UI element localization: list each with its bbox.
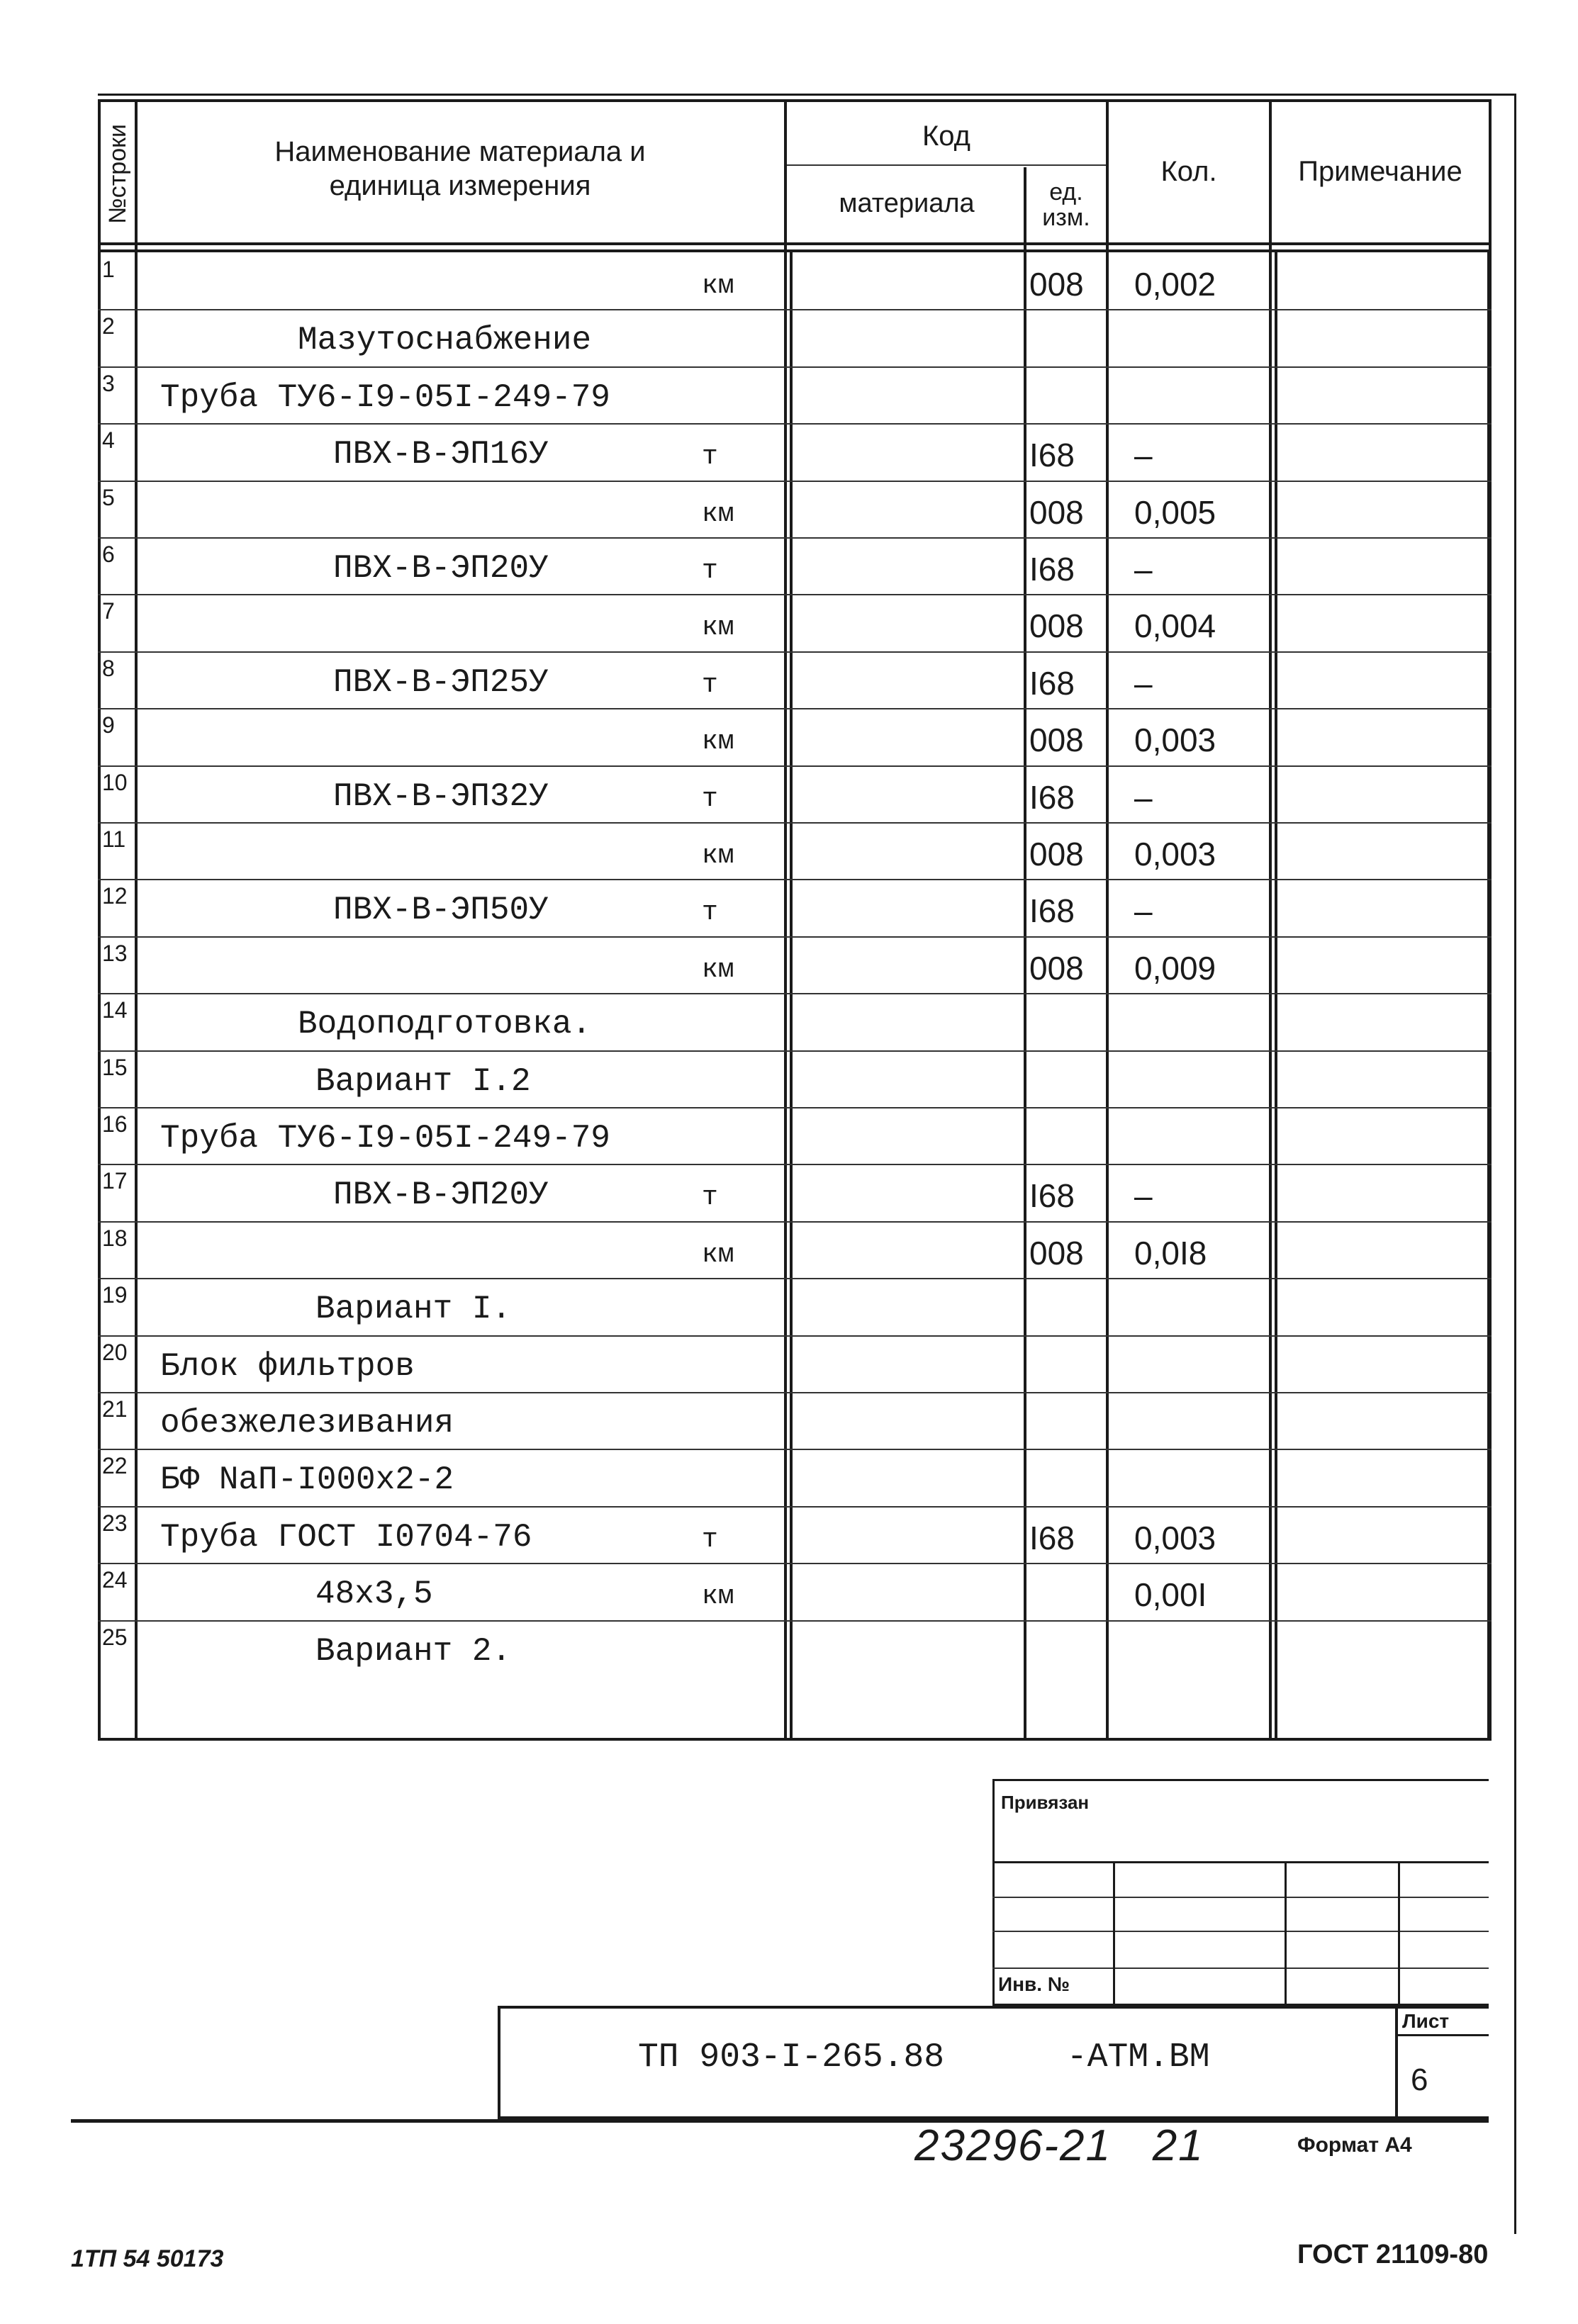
row-number: 2 <box>102 313 115 339</box>
unit-code: 008 <box>1029 722 1084 759</box>
header-qty: Кол. <box>1160 156 1217 187</box>
unit-code: I68 <box>1029 551 1075 588</box>
col-line-material <box>1024 167 1026 1741</box>
unit-label: т <box>702 897 718 928</box>
quantity: 0,0I8 <box>1134 1234 1207 1272</box>
quantity: – <box>1134 892 1153 930</box>
row-number: 21 <box>102 1396 128 1422</box>
row-number: 14 <box>102 997 128 1023</box>
quantity: – <box>1134 778 1153 816</box>
row-number: 5 <box>102 484 115 510</box>
unit-label: км <box>702 841 734 871</box>
unit-label: км <box>702 1239 734 1270</box>
quantity: 0,005 <box>1134 493 1216 531</box>
unit-code: 008 <box>1029 949 1084 987</box>
header-unit: ед. изм. <box>1042 179 1090 231</box>
quantity: 0,004 <box>1134 607 1216 645</box>
quantity: – <box>1134 1177 1153 1215</box>
unit-label: т <box>702 1182 718 1213</box>
header-code: Код <box>922 120 970 152</box>
material-name: Труба ТУ6-I9-05I-249-79 <box>160 378 610 416</box>
material-name: Водоподготовка. <box>298 1006 592 1043</box>
row-number: 13 <box>102 940 128 966</box>
row-number: 19 <box>102 1282 128 1308</box>
quantity: 0,009 <box>1134 949 1216 987</box>
quantity: 0,003 <box>1134 836 1216 872</box>
quantity: 0,003 <box>1134 722 1216 759</box>
inv-no-label: Инв. № <box>998 1973 1070 1995</box>
material-name: Вариант 2. <box>315 1632 512 1670</box>
material-name: Мазутоснабжение <box>298 322 592 359</box>
row-number: 11 <box>102 826 126 852</box>
row-number: 8 <box>102 655 115 681</box>
row-number: 16 <box>102 1111 128 1137</box>
quantity: 0,00I <box>1134 1576 1207 1614</box>
format-label: Формат А4 <box>1297 2133 1412 2157</box>
footer-right: ГОСТ 21109-80 <box>1297 2240 1489 2269</box>
unit-code: I68 <box>1029 437 1075 474</box>
material-name: ПВХ-В-ЭП50У <box>333 892 549 929</box>
row-number: 9 <box>102 712 115 739</box>
material-name: Труба ТУ6-I9-05I-249-79 <box>160 1120 610 1157</box>
row-number: 10 <box>102 769 128 795</box>
unit-code: I68 <box>1029 1177 1075 1215</box>
footer-left: 1ТП 54 50173 <box>71 2245 224 2272</box>
row-number: 22 <box>102 1453 128 1479</box>
unit-code: 008 <box>1029 836 1084 872</box>
quantity: – <box>1134 437 1153 474</box>
col-line-name <box>784 99 787 1741</box>
unit-code: I68 <box>1029 1519 1075 1556</box>
unit-code: 008 <box>1029 493 1084 531</box>
unit-label: км <box>702 954 734 985</box>
sheet-label: Лист <box>1402 2010 1450 2032</box>
material-name: Вариант I. <box>315 1291 512 1328</box>
material-name: Труба ГОСТ I0704-76 <box>160 1518 532 1556</box>
row-number: 6 <box>102 541 115 567</box>
sheet-number: 6 <box>1411 2062 1428 2097</box>
material-name: Блок фильтров <box>160 1347 415 1385</box>
quantity: – <box>1134 551 1153 588</box>
unit-label: км <box>702 271 734 301</box>
row-number: 23 <box>102 1510 128 1536</box>
col-line-unit <box>1106 99 1109 1741</box>
material-name: обезжелезивания <box>160 1405 454 1442</box>
row-number: 4 <box>102 427 115 454</box>
unit-code: 008 <box>1029 607 1084 645</box>
sheet-edge <box>1514 94 1516 2234</box>
header-divider <box>98 242 1492 245</box>
material-name: ПВХ-В-ЭП32У <box>333 778 549 815</box>
row-number: 18 <box>102 1225 128 1251</box>
unit-label: т <box>702 442 718 473</box>
material-name: ПВХ-В-ЭП20У <box>333 550 549 587</box>
row-number: 17 <box>102 1168 128 1194</box>
unit-label: т <box>702 783 718 814</box>
col-line-rownum <box>135 99 138 1741</box>
row-number: 1 <box>102 257 115 282</box>
handwritten-number: 23296-21 21 <box>914 2121 1204 2170</box>
unit-label: км <box>702 726 734 758</box>
unit-label: км <box>702 498 734 529</box>
row-number: 3 <box>102 370 115 396</box>
material-name: Вариант I.2 <box>315 1062 531 1100</box>
row-number: 7 <box>102 598 115 624</box>
unit-label: т <box>702 669 718 700</box>
unit-label: км <box>702 1581 734 1612</box>
row-number: 24 <box>102 1567 128 1593</box>
unit-label: км <box>702 612 734 644</box>
row-number: 15 <box>102 1054 128 1080</box>
document-code: ТП 903-I-265.88 -АТМ.ВМ <box>638 2038 1210 2077</box>
unit-code: I68 <box>1029 778 1075 816</box>
material-name: БФ NaП-I000x2-2 <box>160 1461 454 1499</box>
unit-code: 008 <box>1029 266 1084 303</box>
row-number: 20 <box>102 1339 128 1365</box>
privyazan-label: Привязан <box>1001 1792 1090 1813</box>
header-note: Примечание <box>1298 156 1462 187</box>
unit-code: I68 <box>1029 664 1075 702</box>
col-line-qty <box>1269 99 1272 1741</box>
material-name: ПВХ-В-ЭП25У <box>333 663 549 701</box>
header-material: материала <box>839 189 975 218</box>
quantity: 0,002 <box>1134 266 1216 303</box>
unit-label: т <box>702 1524 718 1555</box>
unit-code: I68 <box>1029 892 1075 930</box>
header-row-no: №строки <box>103 123 131 224</box>
material-name: ПВХ-В-ЭП16У <box>333 436 549 473</box>
row-number: 25 <box>102 1624 128 1650</box>
quantity: – <box>1134 664 1153 702</box>
row-number: 12 <box>102 883 128 909</box>
material-name: 48x3,5 <box>315 1576 433 1613</box>
header-name: Наименование материала и единица измерения <box>274 136 646 201</box>
unit-label: т <box>702 556 718 586</box>
unit-code: 008 <box>1029 1234 1084 1272</box>
material-name: ПВХ-В-ЭП20У <box>333 1177 549 1214</box>
quantity: 0,003 <box>1134 1519 1216 1556</box>
